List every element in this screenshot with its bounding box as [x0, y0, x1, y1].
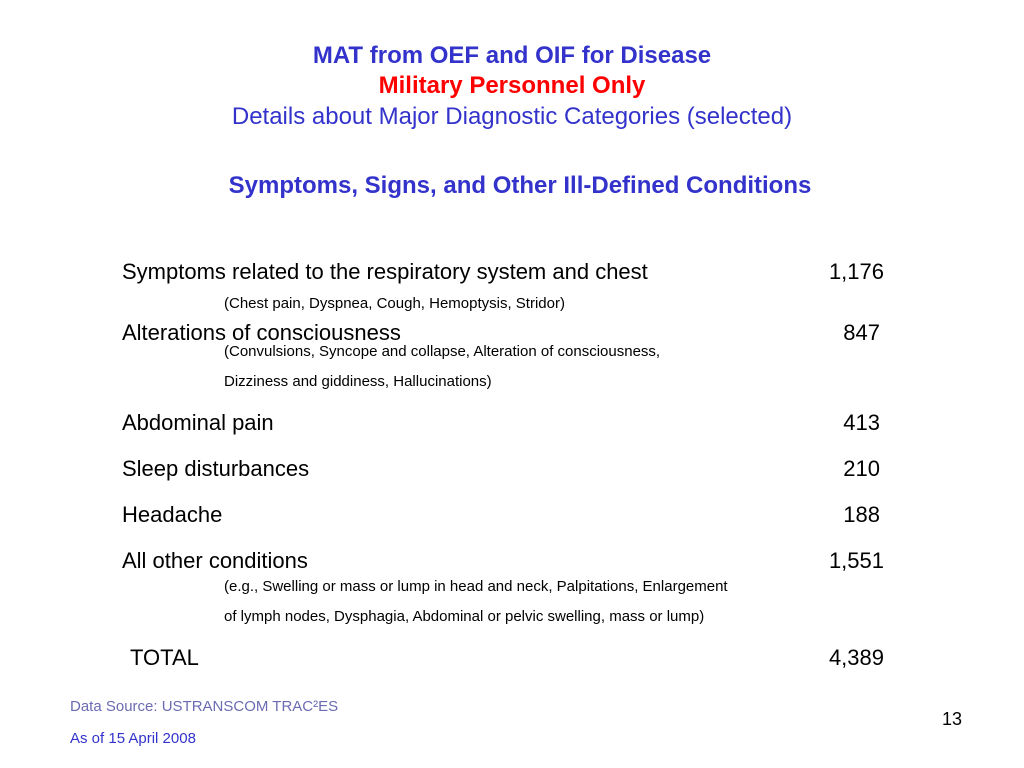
slide-subtitle: Military Personnel Only — [378, 72, 646, 99]
condition-count: 1,551 — [828, 548, 884, 573]
condition-count: 1,176 — [828, 259, 884, 284]
condition-count: 413 — [843, 410, 880, 435]
slide-title: MAT from OEF and OIF for Disease — [312, 42, 712, 69]
condition-label: All other conditions — [122, 548, 308, 573]
condition-label: Symptoms related to the respiratory system and chest — [122, 259, 648, 284]
condition-detail: (Chest pain, Dyspnea, Cough, Hemoptysis, Stridor) — [224, 295, 565, 312]
condition-label: Alterations of consciousness — [122, 320, 401, 345]
data-source-note: Data Source: USTRANSCOM TRAC²ES — [70, 698, 339, 715]
slide-header — [0, 40, 1024, 134]
condition-detail: of lymph nodes, Dysphagia, Abdominal or pelvic swelling, mass or lump) — [224, 608, 705, 625]
condition-label: Sleep disturbances — [122, 456, 310, 481]
as-of-date: As of 15 April 2008 — [70, 730, 196, 747]
total-label: TOTAL — [130, 645, 199, 670]
condition-detail: Dizziness and giddiness, Hallucinations) — [224, 373, 492, 390]
page-number: 13 — [941, 709, 962, 729]
condition-label: Headache — [122, 502, 223, 527]
condition-detail: (e.g., Swelling or mass or lump in head and neck, Palpitations, Enlargement — [224, 578, 728, 595]
section-title: Symptoms, Signs, and Other Ill-Defined Conditions — [228, 172, 812, 199]
condition-count: 210 — [843, 456, 880, 481]
condition-count: 847 — [843, 320, 880, 345]
slide-description: Details about Major Diagnostic Categories (selected) — [231, 103, 793, 130]
total-count: 4,389 — [828, 645, 884, 670]
condition-label: Abdominal pain — [122, 410, 274, 435]
condition-detail: (Convulsions, Syncope and collapse, Alteration of consciousness, — [224, 343, 661, 360]
condition-count: 188 — [843, 502, 880, 527]
